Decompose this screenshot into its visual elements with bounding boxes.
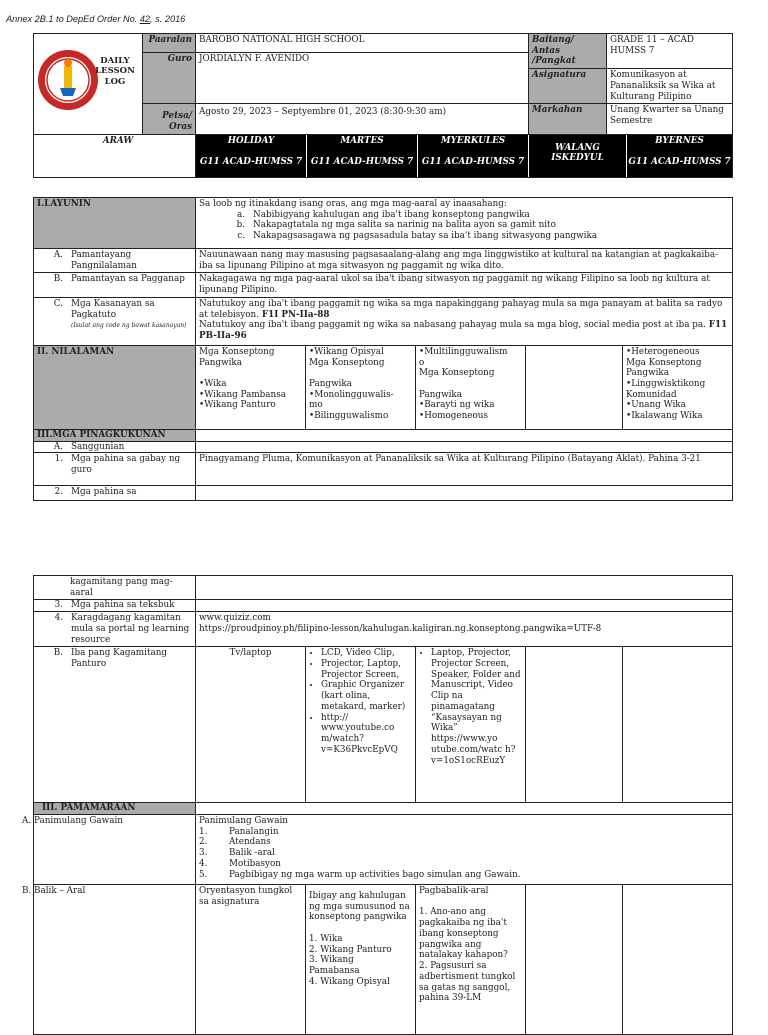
pamantayang-pangnilalaman-label: A. Pamantayang Pangnilalaman — [34, 249, 196, 273]
paaralan-value: BAROBO NATIONAL HIGH SCHOOL — [196, 34, 529, 53]
day-cell-3: MYERKULES G11 ACAD-HUMSS 7 — [418, 135, 529, 177]
gabay-guro-text: Pinagyamang Pluma, Komunikasyon at Pananaliksik sa Wika at Kulturang Pilipino (Batayang Aklat). Pahina 3-21 — [196, 453, 733, 486]
competency-code: F1I PN-IIa-88 — [261, 309, 330, 320]
pamamaraan-label: III. PAMAMARAAN — [34, 803, 196, 815]
header-table — [33, 33, 733, 178]
lesson-table-1 — [33, 197, 733, 501]
pamantayan-pagganap-text: Nakagagawa ng mga pag-aaral ukol sa iba't ibang sitwasyon ng paggamit ng wikang Filipino sa loob ng kultura at lipunang Pilipino. — [196, 273, 733, 297]
paaralan-label: Paaralan — [143, 34, 196, 53]
pinagkukunan-empty — [196, 429, 733, 441]
annex-line: Annex 2B.1 to DepEd Order No. 42, s. 2016 — [6, 14, 186, 24]
layunin-intro: Sa loob ng itinakdang isang oras, ang mga mag-aaral ay inaasahang: — [199, 199, 507, 209]
panimulang-gawain-content: Panimulang Gawain 1. Panalangin 2. Atendans 3. Balik -aral 4. Motibasyon 5. Pagbibigay ng mga warm up activities bago simulan ang Gawain. — [196, 815, 733, 885]
pinagkukunan-label: III.MGA PINAGKUKUNAN — [34, 429, 196, 441]
kasanayan-note: (Isulat ang code ng bawat kasanayan) — [71, 322, 187, 330]
pahina-mag-aaral-label: 2. Mga pahina sa — [34, 486, 196, 501]
nilalaman-col-5: •Heterogeneous Mga Konseptong Pangwika •Linggwisktikong Komunidad •Unang Wika •Ikalawang Wika — [623, 345, 733, 429]
sanggunian-empty — [196, 441, 733, 453]
layunin-content: Sa loob ng itinakdang isang oras, ang mga mag-aaral ay inaasahang: a. Nabibigyang kahulugan ang iba't ibang konseptong pangwika b. Nakapagtatala ng mga salita sa narinig na balita ayon sa gamit nito c. Nakapagsasagawa ng pagsasadula batay sa iba't ibang sitwasyong pangwika — [196, 198, 733, 249]
nilalaman-col-3: •Multilingguwalism o Mga Konseptong Pangwika •Barayti ng wika •Homogeneous — [416, 345, 526, 429]
day-cell-2: MARTES G11 ACAD-HUMSS 7 — [307, 135, 418, 177]
lesson-table-2 — [22, 575, 733, 1035]
day-cell-1: HOLIDAY G11 ACAD-HUMSS 7 — [196, 135, 307, 177]
nilalaman-col-1: Mga Konseptong Pangwika •Wika •Wikang Pambansa •Wikang Panturo — [196, 345, 306, 429]
balik-aral-col-1: Oryentasyon tungkol sa asignatura — [196, 885, 306, 1035]
logo-cell — [34, 34, 143, 135]
pamantayang-pangnilalaman-text: Nauunawaan nang may masusing pagsasaalang-alang ang mga linggwistiko at kultural na katangian at pagkakaiba-iba sa lipunang Pilipino at mga sitwasyon ng paggamit ng wika dito. — [196, 249, 733, 273]
balik-aral-label: B. Balik – Aral — [34, 885, 196, 1035]
balik-aral-col-4 — [526, 885, 623, 1035]
portal-text: www.quiziz.com https://proudpinoy.ph/filipino-lesson/kahulugan.kaligiran.ng.konseptong.pangwika=UTF-8 — [196, 612, 733, 647]
gabay-guro-label: 1. Mga pahina sa gabay ng guro — [34, 453, 196, 486]
kasanayan-label: C. Mga Kasanayan sa Pagkatuto (Isulat ang code ng bawat kasanayan) — [34, 297, 196, 345]
kagamitang-mag-aaral-label: kagamitang pang mag-aaral — [34, 576, 196, 600]
iba-pang-kagamitan-label: B. Iba pang Kagamitang Panturo — [34, 647, 196, 803]
araw-days — [196, 135, 733, 178]
markahan-value: Unang Kwarter sa Unang Semestre — [607, 104, 733, 135]
competency-code: F11 PB-IIa-96 — [199, 320, 728, 342]
nilalaman-col-2: •Wikang Opisyal Mga Konseptong Pangwika •Monolingguwalis- mo •Bilingguwalismo — [306, 345, 416, 429]
balik-aral-col-5 — [623, 885, 733, 1035]
layunin-item: Nakapagsasagawa ng pagsasadula batay sa iba't ibang sitwasyong pangwika — [253, 231, 598, 242]
markahan-label: Markahan — [529, 104, 607, 135]
araw-label: ARAW — [34, 135, 196, 178]
balik-aral-col-3: Pagbabalik-aral 1. Ano-ano ang pagkakaiba ng iba't ibang konseptong pangwika ang natalakay kahapon? 2. Pagsusuri sa adbertisment tungkol sa gatas ng sanggol, pahina 39-LM — [416, 885, 526, 1035]
guro-label: Guro — [143, 53, 196, 104]
petsa-label: Petsa/ Oras — [143, 104, 196, 135]
kagamitang-mag-aaral-text — [196, 576, 733, 600]
kagamitan-col-5 — [623, 647, 733, 803]
panimulang-gawain-label: A. Panimulang Gawain — [34, 815, 196, 885]
kagamitan-col-1: Tv/laptop — [196, 647, 306, 803]
balik-aral-col-2: Ibigay ang kahulugan ng mga sumusunod na konseptong pangwika 1. Wika 2. Wikang Panturo 3. Wikang Pamabansa 4. Wikang Opisyal — [306, 885, 416, 1035]
dll-title: DAILY LESSON LOG — [95, 56, 135, 87]
kagamitan-col-2: • LCD, Video Clip, • Projector, Laptop, Projector Screen, • Graphic Organizer (kart olina, metakard, marker) • http:// www.youtube.co m/watch? v=K36PkvcEpVQ — [306, 647, 416, 803]
baitang-label: Baitang/ Antas /Pangkat — [529, 34, 607, 69]
kagamitan-col-3: • Laptop, Projector, Projector Screen, Speaker, Folder and Manuscript, Video Clip na pinamagatang “Kasaysayan ng Wika” https://www.yo utube.com/watc h? v=1oS1ocREuzY — [416, 647, 526, 803]
kasanayan-text: Natutukoy ang iba't ibang paggamit ng wika sa mga napakinggang pahayag mula sa mga panayam at balita sa radyo at telebisyon. F1I PN-IIa-88 Natutukoy ang iba't ibang paggamit ng wika sa nabasang pahayag mula sa mga blog, social media post at iba pa. F11 PB-IIa-96 — [196, 297, 733, 345]
nilalaman-label: II. NILALAMAN — [34, 345, 196, 429]
day-cell-5: BYERNES G11 ACAD-HUMSS 7 — [627, 135, 732, 177]
day-cell-4: WALANG ISKEDYUL — [529, 135, 627, 177]
teksbuk-text — [196, 600, 733, 612]
layunin-label: I.LAYUNIN — [34, 198, 196, 249]
pahina-mag-aaral-text — [196, 486, 733, 501]
pamantayan-pagganap-label: B. Pamantayan sa Pagganap — [34, 273, 196, 297]
layunin-item: Nakapagtatala ng mga salita sa narinig na balita ayon sa gamit nito — [253, 220, 556, 231]
petsa-value: Agosto 29, 2023 – Septyembre 01, 2023 (8:30-9:30 am) — [196, 104, 529, 135]
layunin-item: Nabibigyang kahulugan ang iba't ibang konseptong pangwika — [253, 209, 530, 220]
portal-label: 4. Karagdagang kagamitan mula sa portal ng learning resource — [34, 612, 196, 647]
nilalaman-col-4 — [526, 345, 623, 429]
sanggunian-label: A. Sanggunian — [34, 441, 196, 453]
kagamitan-col-4 — [526, 647, 623, 803]
baitang-value: GRADE 11 – ACAD HUMSS 7 — [607, 34, 733, 69]
asignatura-label: Asignatura — [529, 69, 607, 104]
asignatura-value: Komunikasyon at Pananaliksik sa Wika at Kulturang Pilipino — [607, 69, 733, 104]
guro-value: JORDIALYN F. AVENIDO — [196, 53, 529, 104]
teksbuk-label: 3. Mga pahina sa teksbuk — [34, 600, 196, 612]
pamamaraan-empty — [196, 803, 733, 815]
